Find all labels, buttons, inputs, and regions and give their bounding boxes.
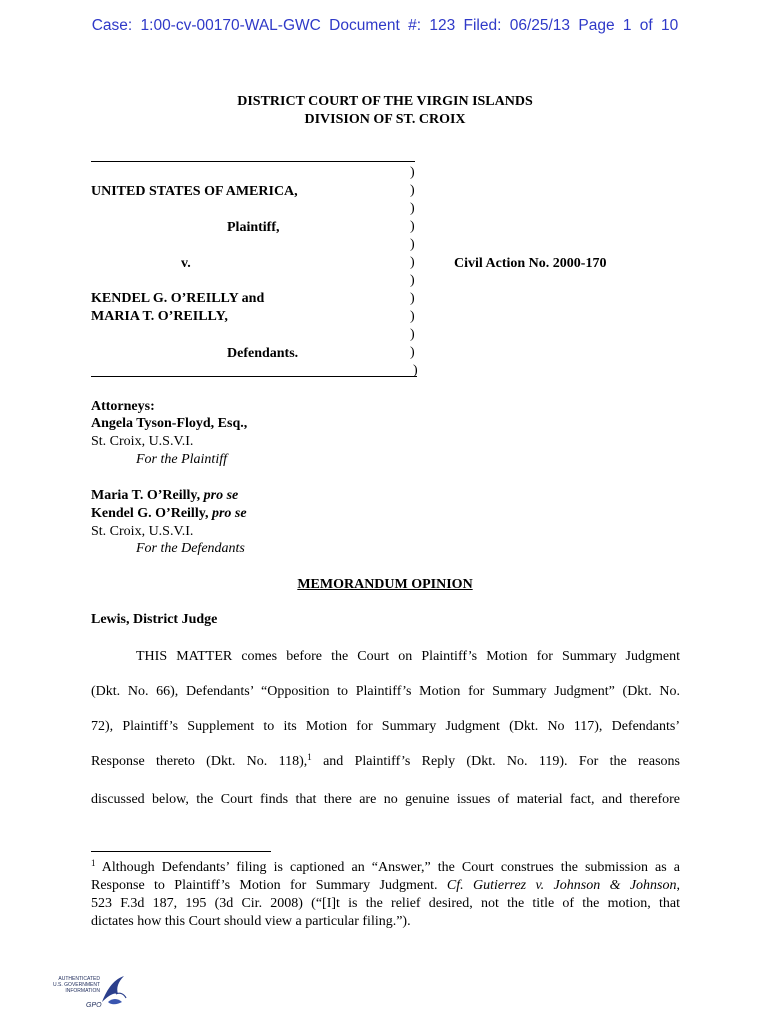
versus: v. bbox=[181, 256, 191, 271]
caption-paren: ) bbox=[410, 219, 415, 234]
defendant-attorney-1 bbox=[91, 488, 238, 504]
defendant-name-1: KENDEL G. O’REILLY and bbox=[91, 291, 265, 306]
footnote-rule bbox=[91, 851, 271, 852]
body-line-4 bbox=[91, 754, 680, 770]
gpo-seal-line-3: INFORMATION bbox=[65, 988, 100, 994]
header-filed: Filed: 06/25/13 bbox=[463, 17, 571, 34]
caption-paren: ) bbox=[410, 273, 415, 288]
caption-paren: ) bbox=[410, 255, 415, 270]
header-case: Case: 1:00-cv-00170-WAL-GWC bbox=[91, 17, 321, 34]
opinion-title bbox=[0, 577, 770, 593]
opinion-title-text: MEMORANDUM OPINION bbox=[297, 577, 473, 592]
plaintiff-attorney-for: For the Plaintiff bbox=[136, 452, 227, 467]
body-text-4b: and Plaintiff’s Reply (Dkt. No. 119). For the reasons bbox=[311, 754, 680, 769]
civil-action-number: Civil Action No. 2000-170 bbox=[454, 256, 607, 271]
defendant-2-name: Kendel G. O’Reilly, bbox=[91, 506, 209, 521]
caption-top-rule bbox=[91, 161, 415, 162]
defendant-1-pro-se: pro se bbox=[203, 488, 239, 503]
gpo-seal-line-2: U.S. GOVERNMENT bbox=[53, 982, 100, 988]
body-text-5: discussed below, the Court finds that there are no genuine issues of material fact, and therefore bbox=[91, 792, 680, 807]
court-name: DISTRICT COURT OF THE VIRGIN ISLANDS bbox=[237, 94, 533, 109]
caption-paren: ) bbox=[410, 345, 415, 360]
defendant-name-2: MARIA T. O’REILLY, bbox=[91, 309, 228, 324]
caption-paren: ) bbox=[410, 201, 415, 216]
caption-paren: ) bbox=[410, 165, 415, 180]
defendant-role: Defendants. bbox=[227, 346, 299, 361]
footnote-text-1: Although Defendants’ filing is captioned an “Answer,” the Court construes the submission as a bbox=[95, 860, 680, 875]
defendant-1-name: Maria T. O’Reilly, bbox=[91, 488, 201, 503]
body-text-1: THIS MATTER comes before the Court on Plaintiff’s Motion for Summary Judgment bbox=[136, 649, 680, 664]
plaintiff-name: UNITED STATES OF AMERICA, bbox=[91, 184, 298, 199]
caption-bottom-rule bbox=[91, 376, 417, 377]
caption-paren: ) bbox=[410, 327, 415, 342]
caption-paren: ) bbox=[410, 291, 415, 306]
caption-paren: ) bbox=[410, 183, 415, 198]
gpo-seal-line-1: AUTHENTICATED bbox=[58, 976, 100, 982]
ecf-header bbox=[0, 17, 770, 35]
defendant-attorney-2 bbox=[91, 506, 247, 522]
caption-paren: ) bbox=[410, 237, 415, 252]
gpo-eagle-icon bbox=[98, 972, 130, 1016]
defendant-location: St. Croix, U.S.V.I. bbox=[91, 524, 194, 539]
gpo-mark: GPO bbox=[86, 1002, 102, 1009]
body-line-3 bbox=[91, 719, 680, 735]
footnote-line-1 bbox=[91, 860, 680, 876]
gpo-authentication-seal bbox=[40, 972, 130, 1016]
plaintiff-role: Plaintiff, bbox=[227, 220, 280, 235]
body-line-1 bbox=[136, 649, 680, 665]
caption-paren: ) bbox=[413, 363, 418, 378]
footnote-number: 1 bbox=[91, 858, 96, 868]
footnote-text-2a: Response to Plaintiff’s Motion for Summary Judgment. bbox=[91, 878, 447, 893]
plaintiff-attorney: Angela Tyson-Floyd, Esq., bbox=[91, 416, 248, 431]
judge-name: Lewis, District Judge bbox=[91, 612, 218, 627]
footnote-reference: 1 bbox=[307, 752, 312, 762]
footnote-text-4: dictates how this Court should view a particular filing.”). bbox=[91, 914, 411, 929]
body-line-2 bbox=[91, 684, 680, 700]
footnote-line-2 bbox=[91, 878, 680, 894]
defendant-for: For the Defendants bbox=[136, 541, 245, 556]
body-line-5 bbox=[91, 792, 680, 808]
footnote-text-2c: , bbox=[676, 878, 680, 893]
court-division: DIVISION OF ST. CROIX bbox=[304, 112, 466, 127]
body-text-3: 72), Plaintiff’s Supplement to its Motion for Summary Judgment (Dkt. No 117), Defendants’ bbox=[91, 719, 680, 734]
footnote-text-3: 523 F.3d 187, 195 (3d Cir. 2008) (“[I]t is the relief desired, not the title of the motion, that bbox=[91, 896, 680, 911]
header-document: Document #: 123 bbox=[329, 17, 456, 34]
defendant-2-pro-se: pro se bbox=[211, 506, 247, 521]
body-text-4a: Response thereto (Dkt. No. 118), bbox=[91, 754, 308, 769]
attorneys-heading: Attorneys: bbox=[91, 399, 155, 414]
header-page: Page 1 of 10 bbox=[578, 17, 679, 34]
footnote-line-3 bbox=[91, 896, 680, 912]
footnote-citation: Cf. Gutierrez v. Johnson & Johnson bbox=[446, 878, 677, 893]
footnote-line-4 bbox=[91, 914, 680, 930]
plaintiff-attorney-location: St. Croix, U.S.V.I. bbox=[91, 434, 194, 449]
body-text-2: (Dkt. No. 66), Defendants’ “Opposition to Plaintiff’s Motion for Summary Judgment” (Dkt. No. bbox=[91, 684, 680, 699]
body-text-4 bbox=[91, 754, 680, 770]
caption-paren: ) bbox=[410, 309, 415, 324]
